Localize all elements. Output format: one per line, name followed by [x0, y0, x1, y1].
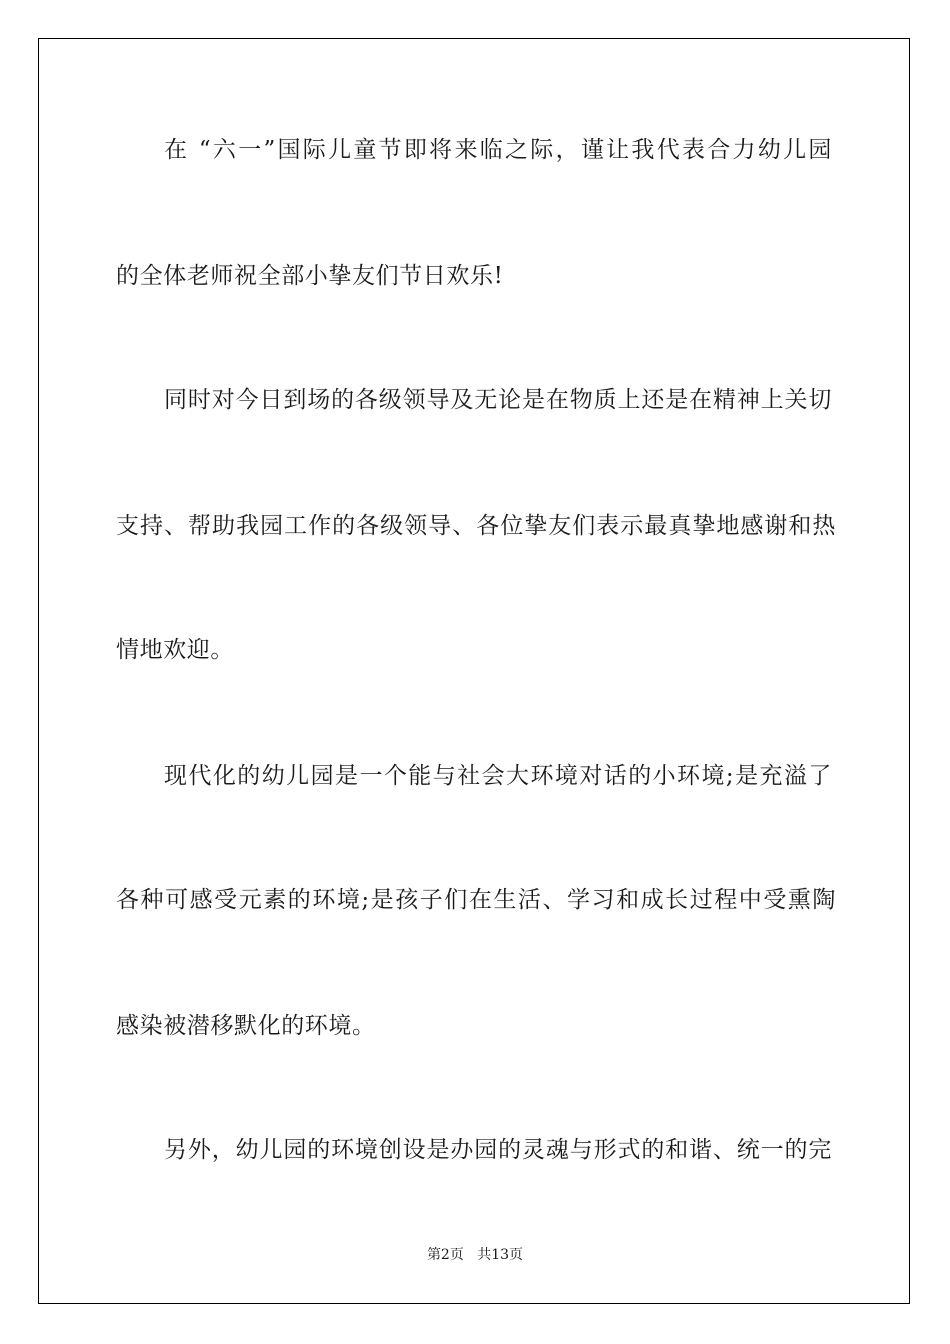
paragraph-2-line-2: 支持、帮助我园工作的各级领导、各位挚友们表示最真挚地感谢和热 — [116, 513, 836, 539]
page-border — [38, 38, 910, 1304]
paragraph-4-line-1: 另外，幼儿园的环境创设是办园的灵魂与形式的和谐、统一的完 — [164, 1137, 832, 1163]
paragraph-2-line-3: 情地欢迎。 — [116, 637, 234, 663]
paragraph-3-line-2: 各种可感受元素的环境;是孩子们在生活、学习和成长过程中受熏陶 — [116, 887, 836, 913]
paragraph-3-line-3: 感染被潜移默化的环境。 — [116, 1013, 376, 1039]
page-total: 共13页 — [477, 1247, 524, 1263]
paragraph-3-line-1: 现代化的幼儿园是一个能与社会大环境对话的小环境;是充溢了 — [164, 763, 832, 789]
page-number: 第2页 — [426, 1247, 464, 1263]
page-footer — [0, 1246, 950, 1264]
paragraph-2-line-1: 同时对今日到场的各级领导及无论是在物质上还是在精神上关切 — [164, 387, 832, 413]
paragraph-1-line-1: 在 “六一”国际儿童节即将来临之际，谨让我代表合力幼儿园 — [164, 137, 832, 163]
paragraph-1-line-2: 的全体老师祝全部小挚友们节日欢乐! — [116, 263, 504, 289]
